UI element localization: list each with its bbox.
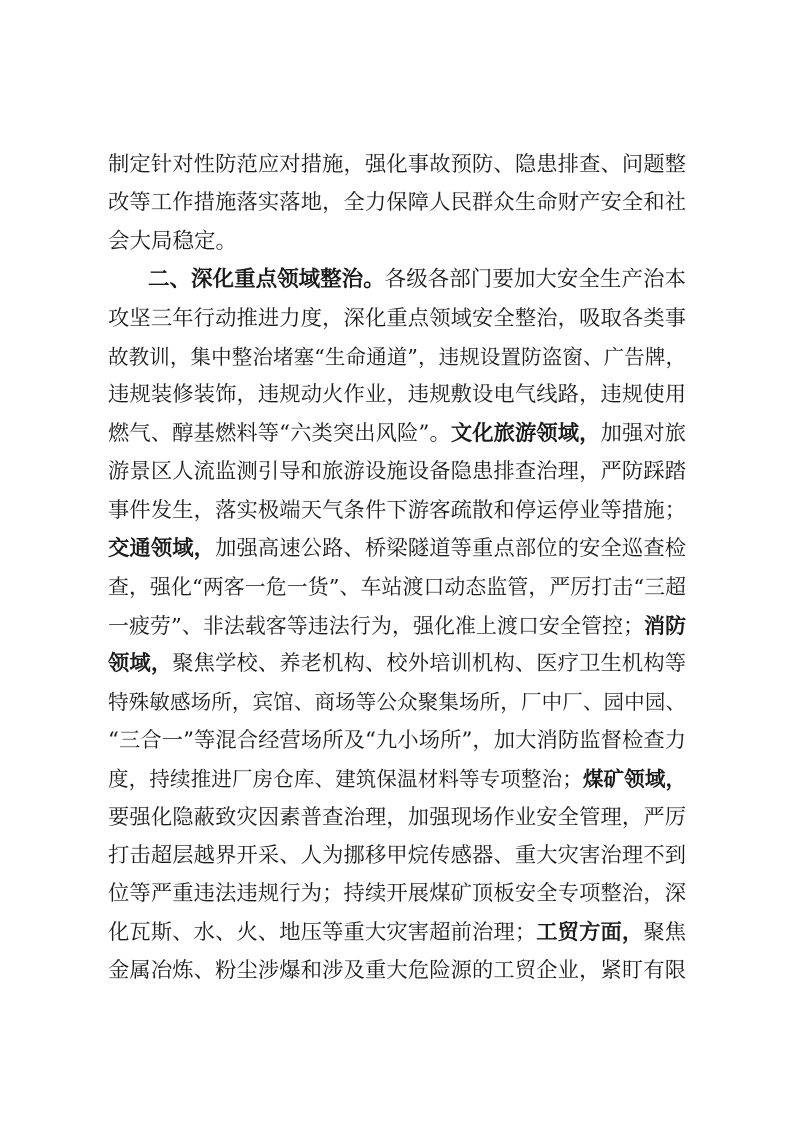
paragraph-2-line-19: 金属冶炼、粉尘涉爆和涉及重大危险源的工贸企业，紧盯有限 [108, 958, 686, 984]
paragraph-2-line-1 [108, 261, 686, 299]
paragraph-2-line-10 [108, 607, 686, 645]
paragraph-2-line-13: “三合一”等混合经营场所及“九小场所”，加大消防监督检查力 [108, 727, 686, 753]
paragraph-1-line-3: 会大局稳定。 [108, 228, 238, 254]
paragraph-1-line-1: 制定针对性防范应对措施，强化事故预防、隐患排查、问题整 [108, 152, 686, 177]
paragraph-2-line-6: 游景区人流监测引导和旅游设施设备隐患排查治理，严防踩踏 [108, 459, 686, 485]
keyword-transport: 交通领域， [108, 535, 216, 561]
paragraph-2-line-5-text-a: 燃气、醇基燃料等“六类突出风险”。 [108, 420, 451, 446]
keyword-industry-trade: 工贸方面， [536, 919, 644, 945]
keyword-coal-mine: 煤矿领域， [582, 767, 686, 792]
paragraph-2-line-18 [108, 914, 686, 952]
document-body [108, 146, 686, 991]
paragraph-2-line-17: 位等严重违法违规行为；持续开展煤矿顶板安全专项整治，深 [108, 881, 686, 907]
paragraph-2-line-3: 故教训，集中整治堵塞“生命通道”，违规设置防盗窗、广告牌， [108, 344, 686, 369]
keyword-fire-2: 领域， [108, 651, 173, 677]
keyword-culture-tourism: 文化旅游领域， [450, 420, 601, 446]
paragraph-2-line-8 [108, 530, 686, 568]
paragraph-2-line-16: 打击超层越界开采、人为挪移甲烷传感器、重大灾害治理不到 [108, 843, 686, 869]
section-heading: 二、深化重点领域整治。 [148, 267, 385, 293]
paragraph-2-line-2: 攻坚三年行动推进力度，深化重点领域安全整治，吸取各类事 [108, 305, 686, 331]
paragraph-1-line-2: 改等工作措施落实落地，全力保障人民群众生命财产安全和社 [108, 190, 686, 216]
keyword-fire-1: 消防 [643, 613, 687, 638]
paragraph-2-line-1-text: 各级各部门要加大安全生产治本 [384, 267, 686, 293]
paragraph-2-line-7: 事件发生，落实极端天气条件下游客疏散和停运停业等措施； [108, 497, 686, 523]
paragraph-2-line-14-text: 度，持续推进厂房仓库、建筑保温材料等专项整治； [108, 767, 583, 792]
paragraph-2-line-18-text-a: 化瓦斯、水、火、地压等重大灾害超前治理； [108, 919, 537, 945]
paragraph-2-line-4: 违规装修装饰，违规动火作业，违规敷设电气线路，违规使用 [108, 382, 686, 408]
paragraph-2-line-5 [108, 415, 686, 453]
paragraph-2-line-11 [108, 645, 686, 683]
paragraph-2-line-9: 查，强化“两客一危一货”、车站渡口动态监管，严厉打击“三超 [108, 575, 686, 600]
paragraph-2-line-5-text-b: 加强对旅 [600, 420, 687, 446]
paragraph-2-line-10-text: 一疲劳”、非法载客等违法行为，强化准上渡口安全管控； [108, 613, 644, 638]
paragraph-2-line-12: 特殊敏感场所，宾馆、商场等公众聚集场所，厂中厂、园中园、 [108, 690, 686, 715]
paragraph-2-line-18-text-b: 聚焦 [643, 919, 687, 945]
paragraph-2-line-15: 要强化隐蔽致灾因素普查治理，加强现场作业安全管理，严厉 [108, 804, 686, 830]
paragraph-2-line-11-text: 聚焦学校、养老机构、校外培训机构、医疗卫生机构等 [172, 651, 687, 677]
paragraph-2-line-14 [108, 760, 686, 798]
paragraph-2-line-8-text: 加强高速公路、桥梁隧道等重点部位的安全巡查检 [215, 535, 687, 561]
